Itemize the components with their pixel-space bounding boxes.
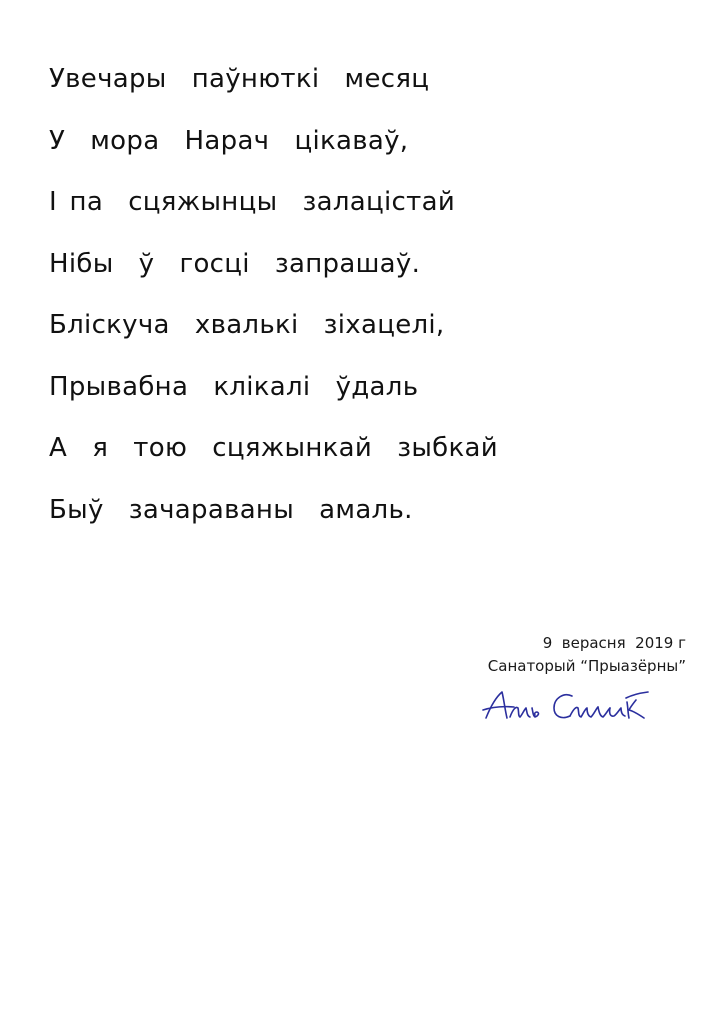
poem-line: А я тою сцяжынкай зыбкай <box>49 433 498 463</box>
date-line: 9 верасня 2019 г <box>542 634 686 652</box>
poem-line: Бліскуча хвалькі зіхацелі, <box>49 310 445 340</box>
poem-line: Быў зачараваны амаль. <box>49 494 413 525</box>
poem-line: Нібы ў госці запрашаў. <box>49 248 421 279</box>
poem-line: Увечары паўнюткі месяц <box>49 64 430 94</box>
poem-line: Прывабна клікалі ўдаль <box>49 371 419 402</box>
document-footer <box>488 633 686 679</box>
poem-line: У мора Нарач цікаваў, <box>49 125 409 156</box>
poem-line: І па сцяжынцы залацістай <box>49 187 456 217</box>
handwritten-signature <box>480 684 660 730</box>
place-line: Санаторый “Прыазёрны” <box>487 657 686 675</box>
poem <box>49 64 498 556</box>
